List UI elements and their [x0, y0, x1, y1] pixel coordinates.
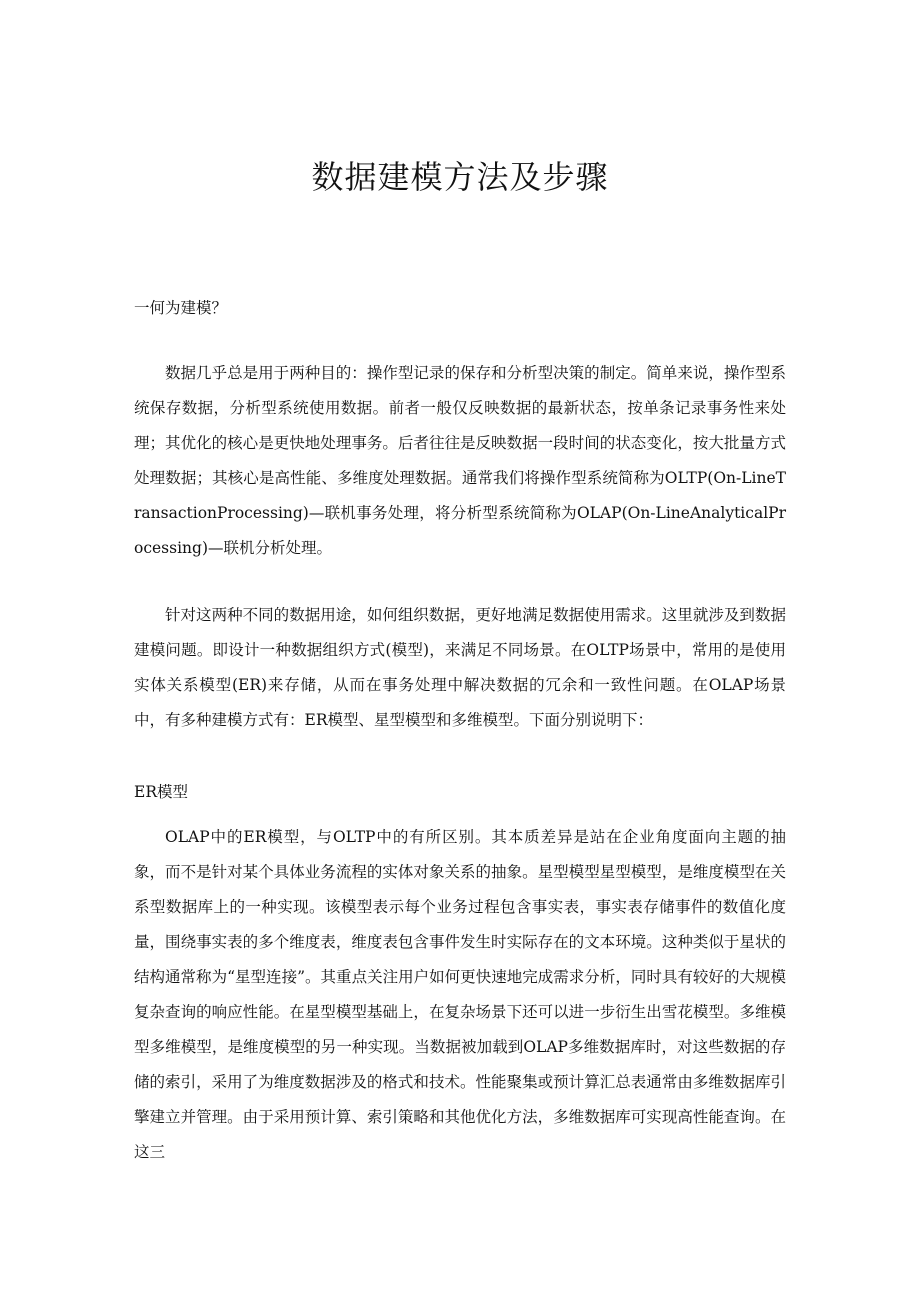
- paragraph-modeling-problem: 针对这两种不同的数据用途，如何组织数据，更好地满足数据使用需求。这里就涉及到数据建模问题。即设计一种数据组织方式(模型)，来满足不同场景。在OLTP场景中，常用的是使用实体关系模型(ER)来存储，从而在事务处理中解决数据的冗余和一致性问题。在OLAP场景中，有多种建模方式有：ER模型、星型模型和多维模型。下面分别说明下：: [134, 606, 786, 729]
- heading-er-model: ER模型: [134, 783, 188, 801]
- document-title: 数据建模方法及步骤: [311, 158, 609, 196]
- heading-what-is-modeling: 一何为建模？: [134, 299, 228, 317]
- paragraph-er-model: OLAP中的ER模型，与OLTP中的有所区别。其本质差异是站在企业角度面向主题的抽象，而不是针对某个具体业务流程的实体对象关系的抽象。星型模型星型模型，是维度模型在关系型数据库上的一种实现。该模型表示每个业务过程包含事实表，事实表存储事件的数值化度量，围绕事实表的多个维度表，维度表包含事件发生时实际存在的文本环境。这种类似于星状的结构通常称为“星型连接”。其重点关注用户如何更快速地完成需求分析，同时具有较好的大规模复杂查询的响应性能。在星型模型基础上，在复杂场景下还可以进一步衍生出雪花模型。多维模型多维模型，是维度模型的另一种实现。当数据被加载到OLAP多维数据库时，对这些数据的存储的索引，采用了为维度数据涉及的格式和技术。性能聚集或预计算汇总表通常由多维数据库引擎建立并管理。由于采用预计算、索引策略和其他优化方法，多维数据库可实现高性能查询。在这三: [134, 828, 786, 1161]
- paragraph-purposes: 数据几乎总是用于两种目的：操作型记录的保存和分析型决策的制定。简单来说，操作型系统保存数据，分析型系统使用数据。前者一般仅反映数据的最新状态，按单条记录事务性来处理；其优化的核心是更快地处理事务。后者往往是反映数据一段时间的状态变化，按大批量方式处理数据；其核心是高性能、多维度处理数据。通常我们将操作型系统简称为OLTP(On-LineTransactionProcessing)—联机事务处理，将分析型系统简称为OLAP(On-LineAnalyticalProcessing)—联机分析处理。: [134, 364, 786, 557]
